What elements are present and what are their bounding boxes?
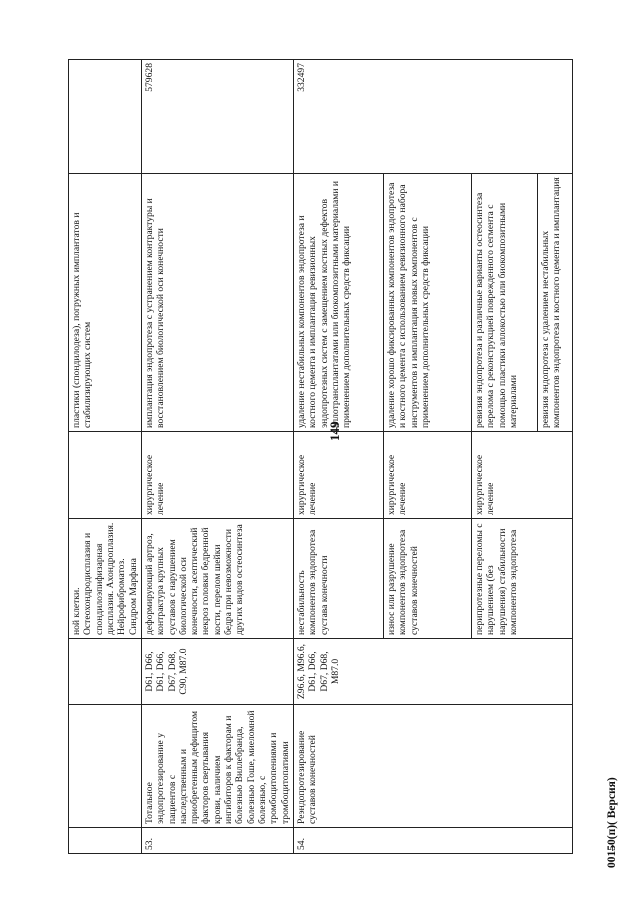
cell-method: имплантация эндопротеза с устранением контрактуры и восстановлением биологической оси конечности [141, 174, 293, 432]
cell-empty [69, 639, 142, 705]
cell-cost: 332497 [293, 60, 572, 174]
cell-treatment-type: хирургическое лечение [141, 432, 293, 519]
cell-empty [69, 432, 142, 519]
cell-empty [69, 705, 142, 828]
rotated-table-wrapper [68, 60, 563, 854]
cell-patient-model: нестабильность компонентов эндопротеза сустава конечности [293, 519, 383, 639]
cell-row-number: 54. [293, 828, 572, 854]
cell-method: пластики (спондилодеза), погружных имплантатов и стабилизирующих систем [69, 174, 142, 432]
document-footer: 00150(п)( Версия) [606, 777, 618, 868]
cell-patient-model: деформирующий артроз, контрактура крупных суставов с нарушением биологической оси конечности, асептический некроз головки бедренной кости, перелом шейки бедра при невозможности других видов остеосинтеза [141, 519, 293, 639]
cell-patient-model: износ или разрушение компонентов эндопротеза суставов конечностей [383, 519, 471, 639]
cell-icd-codes: D61, D66, D61, D66, D67, D68, C90, M87.0 [141, 639, 293, 705]
cell-empty [69, 60, 142, 174]
cell-method: удаление нестабильных компонентов эндопротеза и костного цемента и имплантация ревизионных эндопротезных систем с замещением костных дефектов аллотрансплантатами или биокомпозитными материалами и применением дополнительных средств фиксации [293, 174, 383, 432]
cell-patient-model: ной клетки. Остеохондродисплазия и спондилоэпифизарная дисплазия. Ахондроплазия. Нейрофиброматоз. Синдром Марфана [69, 519, 142, 639]
cell-care-name: Реэндопротезирование суставов конечностей [293, 705, 572, 828]
cell-treatment-type: хирургическое лечение [471, 432, 572, 519]
cell-icd-codes: Z96.6, M96.6, D61, D66, D67, D68, M87.0 [293, 639, 572, 705]
page-number: 149 [327, 421, 342, 441]
table-row [293, 60, 383, 854]
medical-care-table [68, 59, 573, 854]
cell-care-name: Тотальное эндопротезирование у пациентов с наследственным и приобретенным дефицитом факторов свертывания крови, наличием ингибиторов к факторам и болезнью Виллебранда, болезнью Гоше, миеломной болезнью, с тромбоцитопениями и тромбоцитопатиями [141, 705, 293, 828]
cell-cost: 579628 [141, 60, 293, 174]
cell-treatment-type: хирургическое лечение [293, 432, 383, 519]
cell-row-number: 53. [141, 828, 293, 854]
cell-empty [69, 828, 142, 854]
cell-treatment-type: хирургическое лечение [383, 432, 471, 519]
continuation-row [69, 60, 142, 854]
table-row [141, 60, 293, 854]
cell-method: удаление хорошо фиксированных компонентов эндопротеза и костного цемента с использованием ревизионного набора инструментов и имплантация новых компонентов с применением дополнительных средств фиксации [383, 174, 471, 432]
cell-patient-model: перипротезные переломы с нарушением (без нарушения) стабильности компонентов эндопротеза [471, 519, 572, 639]
cell-method: ревизия эндопротеза с удалением нестабильных компонентов эндопротеза и костного цемента и имплантация [537, 174, 572, 432]
cell-method: ревизия эндопротеза и различные варианты остеосинтеза перелома с реконструкцией поврежденного сегмента с помощью пластики аллокостью или биокомпозитными материалами [471, 174, 537, 432]
